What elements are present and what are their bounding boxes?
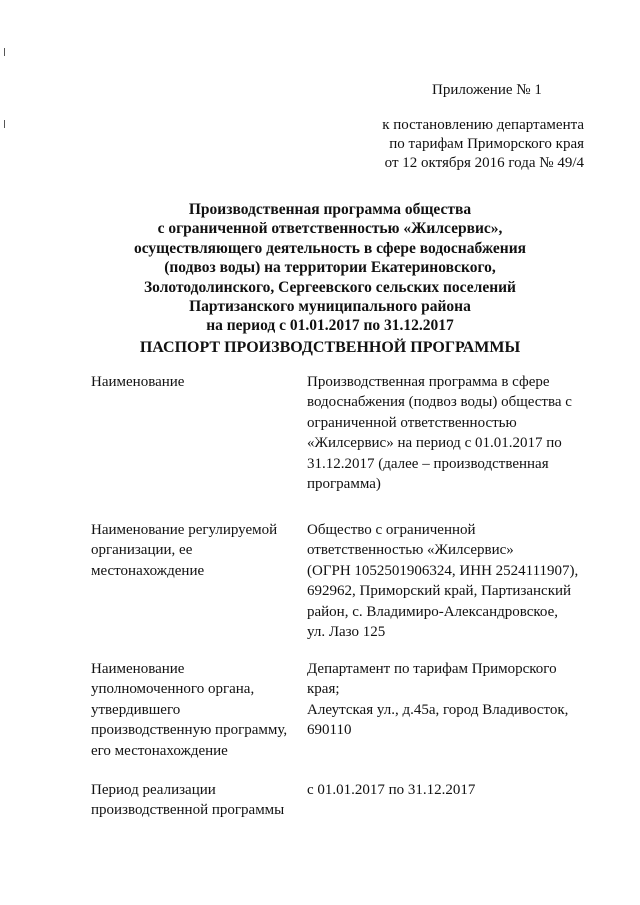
heading-line: Производственная программа общества [188,201,472,218]
row-value-line: Департамент по тарифам Приморского [307,661,557,677]
row-value-line: края; [307,681,340,698]
row-label [91,520,296,581]
row-label [91,780,296,821]
heading-line: (подвоз воды) на территории Екатериновского, [164,259,496,277]
passport-title: ПАСПОРТ ПРОИЗВОДСТВЕННОЙ ПРОГРАММЫ [139,339,521,356]
row-value-line: 692962, Приморский край, Партизанский [307,583,572,600]
row-value-line: водоснабжения (подвоз воды) общества с [307,394,572,411]
row-label-line: Период реализации [91,782,216,798]
row-value-line: район, с. Владимиро-Александровское, [307,603,559,620]
row-value [307,520,597,642]
appendix-line: по тарифам Приморского края [389,136,584,152]
row-label-line: Наименование регулируемой [91,522,278,538]
row-value [307,372,597,494]
row-label [91,659,296,761]
row-value-line: Алеутская ул., д.45а, город Владивосток, [307,701,569,718]
row-value-line: ограниченной ответственностью [307,414,517,431]
row-label-line: Наименование [91,661,185,677]
heading-line: осуществляющего деятельность в сфере водоснабжения [133,239,527,257]
appendix-title: Приложение № 1 [432,82,542,98]
row-label-line: местонахождение [91,562,205,579]
row-label-line: его местонахождение [91,742,228,759]
heading-line: Партизанского муниципального района [189,298,471,316]
row-label-line: производственной программы [91,802,285,819]
row-value-line: программа) [307,476,381,493]
row-value-line: с 01.01.2017 по 31.12.2017 [307,782,476,798]
row-value-line: «Жилсервис» на период с 01.01.2017 по [307,435,562,452]
row-label-line: организации, ее [91,542,193,559]
scan-edge-mark [4,48,5,56]
row-value [307,780,597,800]
row-value-line: ответственностью «Жилсервис» [307,542,514,559]
appendix-reference [382,116,584,173]
row-label-line: производственную программу, [91,722,288,739]
document-heading [60,200,600,336]
row-label [91,372,296,392]
row-value [307,659,597,741]
heading-line: на период с 01.01.2017 по 31.12.2017 [206,317,454,335]
row-value-line: (ОГРН 1052501906324, ИНН 2524111907), [307,562,579,579]
row-label-line: уполномоченного органа, [91,681,255,698]
row-value-line: Производственная программа в сфере [307,374,550,390]
row-value-line: ул. Лазо 125 [307,624,386,641]
row-value-line: 31.12.2017 (далее – производственная [307,455,549,472]
row-label-line: Наименование [91,374,185,390]
row-value-line: 690110 [307,722,352,739]
appendix-line: к постановлению департамента [382,117,584,133]
row-label-line: утвердившего [91,701,181,718]
scan-edge-mark [4,120,5,128]
heading-line: Золотодолинского, Сергеевского сельских поселений [143,278,516,296]
appendix-line: от 12 октября 2016 года № 49/4 [384,155,584,171]
heading-line: с ограниченной ответственностью «Жилсервис», [157,220,503,238]
row-value-line: Общество с ограниченной [307,522,476,538]
